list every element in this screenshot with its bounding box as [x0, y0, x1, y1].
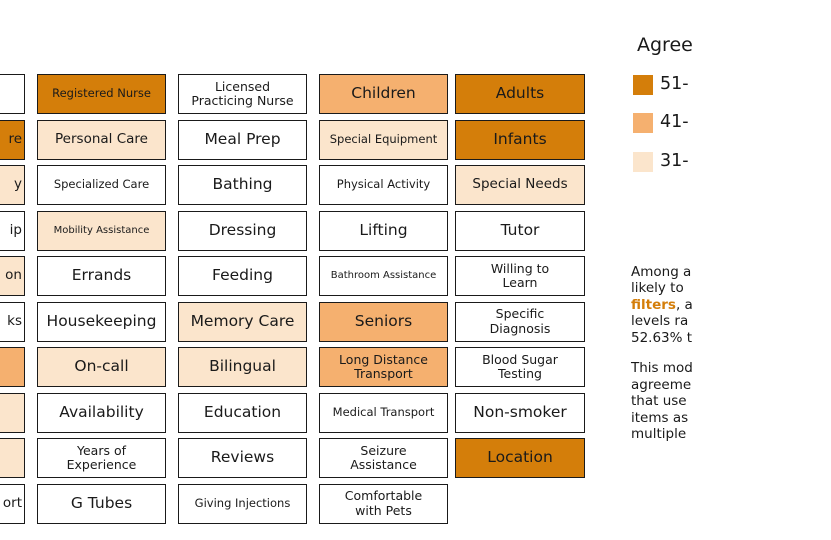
filter-cell: Location — [455, 438, 585, 478]
filter-cell: Registered Nurse — [37, 74, 166, 114]
filter-cell: Bathroom Assistance — [319, 256, 448, 296]
note-line: This mod — [631, 360, 693, 377]
note-line: multiple — [631, 426, 687, 443]
filter-cell — [0, 438, 25, 478]
filter-cell: Meal Prep — [178, 120, 307, 160]
filter-cell: Blood Sugar Testing — [455, 347, 585, 387]
filter-cell: Specific Diagnosis — [455, 302, 585, 342]
filter-cell: G Tubes — [37, 484, 166, 524]
note-line: , a — [675, 296, 693, 313]
description-text — [631, 264, 831, 443]
filter-cell: Availability — [37, 393, 166, 433]
filter-cell: Feeding — [178, 256, 307, 296]
description-paragraph-1 — [631, 264, 831, 346]
note-line: Among a — [631, 264, 692, 280]
filter-cell: on — [0, 256, 25, 296]
filter-cell — [0, 393, 25, 433]
filter-cell: Long Distance Transport — [319, 347, 448, 387]
note-highlight: filters — [631, 296, 676, 313]
legend-swatch-low — [633, 152, 653, 172]
legend-label-mid: 41- — [660, 112, 689, 132]
filter-cell: Education — [178, 393, 307, 433]
filter-cell: Medical Transport — [319, 393, 448, 433]
filter-cell: Adults — [455, 74, 585, 114]
legend-swatch-mid — [633, 113, 653, 133]
filter-cell: Licensed Practicing Nurse — [178, 74, 307, 114]
filter-cell: Seniors — [319, 302, 448, 342]
note-line: that use — [631, 393, 687, 410]
filter-cell: Willing to Learn — [455, 256, 585, 296]
filter-cell: Comfortable with Pets — [319, 484, 448, 524]
filter-cell: Seizure Assistance — [319, 438, 448, 478]
filter-cell: Dressing — [178, 211, 307, 251]
filter-cell: y — [0, 165, 25, 205]
filter-cell: Non-smoker — [455, 393, 585, 433]
filter-cell: Personal Care — [37, 120, 166, 160]
legend-title: Agree — [637, 34, 693, 56]
filter-cell: On-call — [37, 347, 166, 387]
filter-cell: Bathing — [178, 165, 307, 205]
filter-cell: Years of Experience — [37, 438, 166, 478]
legend-label-high: 51- — [660, 74, 689, 94]
filter-cell: Tutor — [455, 211, 585, 251]
filter-cell — [0, 347, 25, 387]
description-paragraph-2 — [631, 360, 831, 442]
filter-cell: ort — [0, 484, 25, 524]
filter-cell: re — [0, 120, 25, 160]
filter-cell: Mobility Assistance — [37, 211, 166, 251]
filter-cell: Infants — [455, 120, 585, 160]
note-line: 52.63% t — [631, 329, 693, 346]
filter-cell: Specialized Care — [37, 165, 166, 205]
filter-cell: Physical Activity — [319, 165, 448, 205]
filter-cell: ks — [0, 302, 25, 342]
filter-cell: Bilingual — [178, 347, 307, 387]
filter-cell: Errands — [37, 256, 166, 296]
filter-cell — [0, 74, 25, 114]
filter-cell: Children — [319, 74, 448, 114]
filter-cell: Memory Care — [178, 302, 307, 342]
note-line: agreeme — [631, 376, 692, 393]
filter-cell: Lifting — [319, 211, 448, 251]
legend-label-low: 31- — [660, 151, 689, 171]
filter-cell: ip — [0, 211, 25, 251]
legend-swatch-high — [633, 75, 653, 95]
filter-cell: Special Equipment — [319, 120, 448, 160]
note-line: likely to — [631, 280, 684, 297]
filter-cell: Special Needs — [455, 165, 585, 205]
filter-cell: Giving Injections — [178, 484, 307, 524]
filter-cell: Housekeeping — [37, 302, 166, 342]
note-line: levels ra — [631, 313, 689, 330]
note-line: items as — [631, 409, 689, 426]
filter-cell: Reviews — [178, 438, 307, 478]
